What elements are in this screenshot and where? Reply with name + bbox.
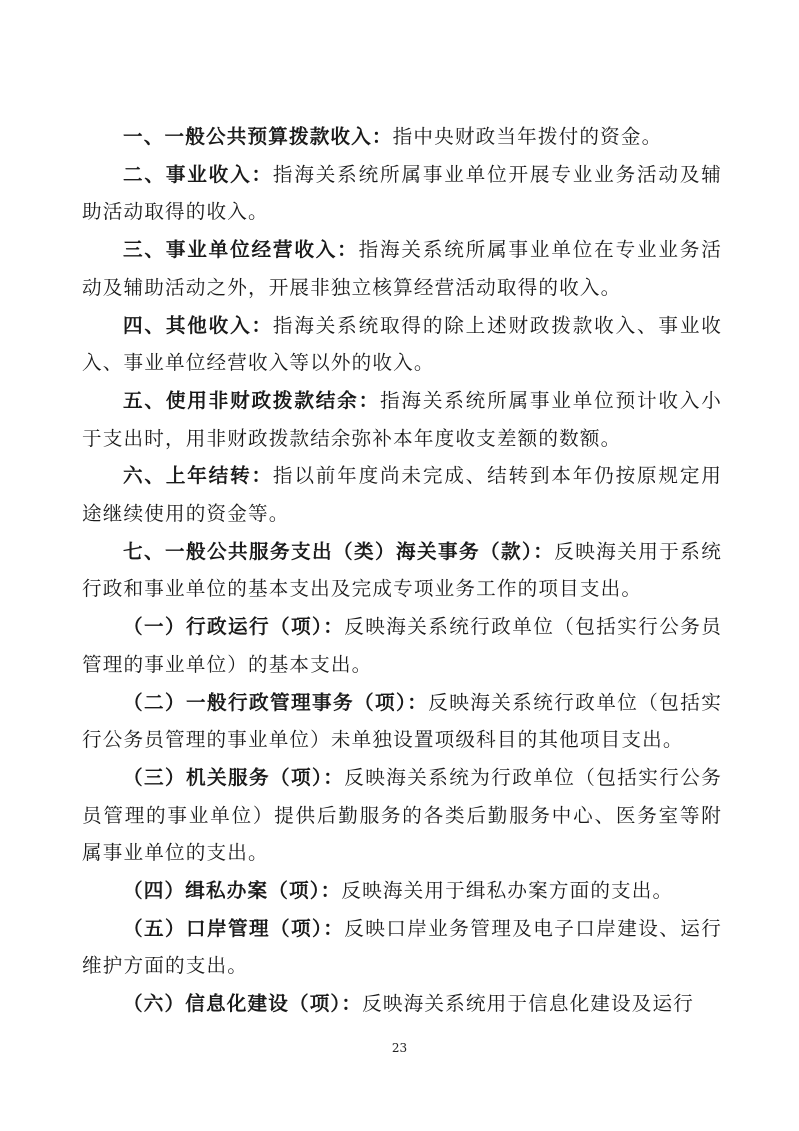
paragraph-operating-income <box>82 231 722 306</box>
term-label: 五、使用非财政拨款结余： <box>123 388 380 412</box>
term-definition: 指中央财政当年拨付的资金。 <box>392 125 663 148</box>
term-label: 七、一般公共服务支出（类）海关事务（款）： <box>123 539 555 563</box>
term-label: 四、其他收入： <box>123 313 273 337</box>
term-definition: 指海关系统所属事业单位开展专业业务活动及辅助活动取得的收入。 <box>82 162 722 224</box>
paragraph-customs-affairs <box>82 533 722 608</box>
paragraph-other-income <box>82 307 722 382</box>
term-label: 六、上年结转： <box>123 464 273 488</box>
term-definition: 指海关系统所属事业单位在专业业务活动及辅助活动之外，开展非独立核算经营活动取得的收入。 <box>82 238 722 299</box>
paragraph-general-budget-allocation <box>82 118 722 156</box>
paragraph-informatization <box>82 985 722 1023</box>
term-definition: 反映海关用于系统行政和事业单位的基本支出及完成专项业务工作的项目支出。 <box>82 539 722 601</box>
term-definition: 反映海关系统行政单位（包括实行公务员管理的事业单位）未单独设置项级科目的其他项目支出。 <box>82 690 722 752</box>
term-label: 一、一般公共预算拨款收入： <box>123 125 393 148</box>
term-definition: 指海关系统所属事业单位预计收入小于支出时，用非财政拨款结余弥补本年度收支差额的数额。 <box>82 388 722 450</box>
term-label: （二）一般行政管理事务（项）： <box>123 690 429 714</box>
paragraph-general-admin-affairs <box>82 684 722 759</box>
paragraph-port-management <box>82 910 722 985</box>
term-label: 三、事业单位经营收入： <box>123 238 359 262</box>
paragraph-non-fiscal-surplus <box>82 382 722 457</box>
document-body <box>82 118 722 1023</box>
term-definition: 指海关系统取得的除上述财政拨款收入、事业收入、事业单位经营收入等以外的收入。 <box>82 313 722 375</box>
term-definition: 反映海关用于缉私办案方面的支出。 <box>341 879 674 903</box>
term-definition: 反映海关系统用于信息化建设及运行 <box>362 992 695 1016</box>
paragraph-agency-services <box>82 759 722 872</box>
term-label: （四）缉私办案（项）： <box>123 879 342 903</box>
term-label: （三）机关服务（项）： <box>123 765 345 789</box>
term-label: 二、事业收入： <box>123 162 273 186</box>
term-definition: 反映海关系统行政单位（包括实行公务员管理的事业单位）的基本支出。 <box>82 615 722 676</box>
term-definition: 反映口岸业务管理及电子口岸建设、运行维护方面的支出。 <box>82 916 722 978</box>
term-definition: 指以前年度尚未完成、结转到本年仍按原规定用途继续使用的资金等。 <box>82 464 722 526</box>
paragraph-administrative-operation <box>82 608 722 683</box>
term-definition: 反映海关系统为行政单位（包括实行公务员管理的事业单位）提供后勤服务的各类后勤服务中心、医务室等附属事业单位的支出。 <box>82 765 722 865</box>
term-label: （一）行政运行（项）： <box>123 615 345 639</box>
paragraph-business-income <box>82 156 722 231</box>
paragraph-prior-year-carryover <box>82 457 722 532</box>
term-label: （六）信息化建设（项）： <box>123 992 363 1016</box>
term-label: （五）口岸管理（项）： <box>123 916 345 940</box>
paragraph-anti-smuggling <box>82 872 722 910</box>
page-number: 23 <box>391 1041 408 1055</box>
